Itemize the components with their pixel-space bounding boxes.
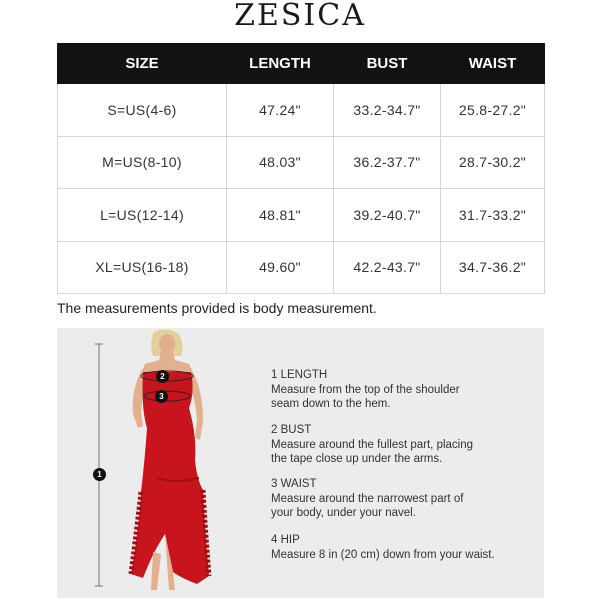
brand-logo: ZESICA xyxy=(234,0,366,33)
measurement-guide-panel xyxy=(57,328,544,598)
cell-waist: 34.7-36.2" xyxy=(441,241,545,294)
waist-line-2: your body, under your navel. xyxy=(271,507,416,519)
table-row xyxy=(58,84,545,137)
length-line-2: seam down to the hem. xyxy=(271,398,391,410)
header-length: LENGTH xyxy=(227,44,334,84)
model-figure xyxy=(57,328,257,598)
waist-description xyxy=(271,477,463,521)
table-row xyxy=(58,136,545,189)
table-header-row xyxy=(58,44,545,84)
bust-description xyxy=(271,423,473,467)
measurement-note: The measurements provided is body measurement. xyxy=(57,300,377,316)
size-chart-table xyxy=(57,43,545,294)
cell-bust: 33.2-34.7" xyxy=(334,84,441,137)
waist-line-1: Measure around the narrowest part of xyxy=(271,492,464,505)
header-waist: WAIST xyxy=(441,44,545,84)
table-row xyxy=(58,241,545,294)
length-line-1: Measure from the top of the shoulder xyxy=(271,383,460,396)
cell-waist: 28.7-30.2" xyxy=(441,136,545,189)
cell-bust: 36.2-37.7" xyxy=(334,136,441,189)
cell-bust: 42.2-43.7" xyxy=(334,241,441,294)
cell-length: 47.24" xyxy=(227,84,334,137)
bust-marker: 2 xyxy=(156,370,169,383)
header-size: SIZE xyxy=(58,44,227,84)
cell-size: XL=US(16-18) xyxy=(58,241,227,294)
cell-size: M=US(8-10) xyxy=(58,136,227,189)
cell-length: 49.60" xyxy=(227,241,334,294)
length-description xyxy=(271,368,460,412)
hip-line-1: Measure 8 in (20 cm) down from your waist. xyxy=(271,548,495,561)
cell-size: S=US(4-6) xyxy=(58,84,227,137)
cell-bust: 39.2-40.7" xyxy=(334,189,441,242)
bust-title: 2 BUST xyxy=(271,424,312,436)
length-marker: 1 xyxy=(93,468,106,481)
waist-title: 3 WAIST xyxy=(271,478,317,490)
waist-marker: 3 xyxy=(155,390,168,403)
length-title: 1 LENGTH xyxy=(271,369,328,381)
cell-size: L=US(12-14) xyxy=(58,189,227,242)
hip-title: 4 HIP xyxy=(271,534,300,546)
dress-illustration xyxy=(57,328,257,598)
bust-line-1: Measure around the fullest part, placing xyxy=(271,438,474,451)
hip-description xyxy=(271,533,495,562)
table-row xyxy=(58,189,545,242)
cell-waist: 31.7-33.2" xyxy=(441,189,545,242)
cell-waist: 25.8-27.2" xyxy=(441,84,545,137)
cell-length: 48.81" xyxy=(227,189,334,242)
header-bust: BUST xyxy=(334,44,441,84)
cell-length: 48.03" xyxy=(227,136,334,189)
bust-line-2: the tape close up under the arms. xyxy=(271,453,443,465)
